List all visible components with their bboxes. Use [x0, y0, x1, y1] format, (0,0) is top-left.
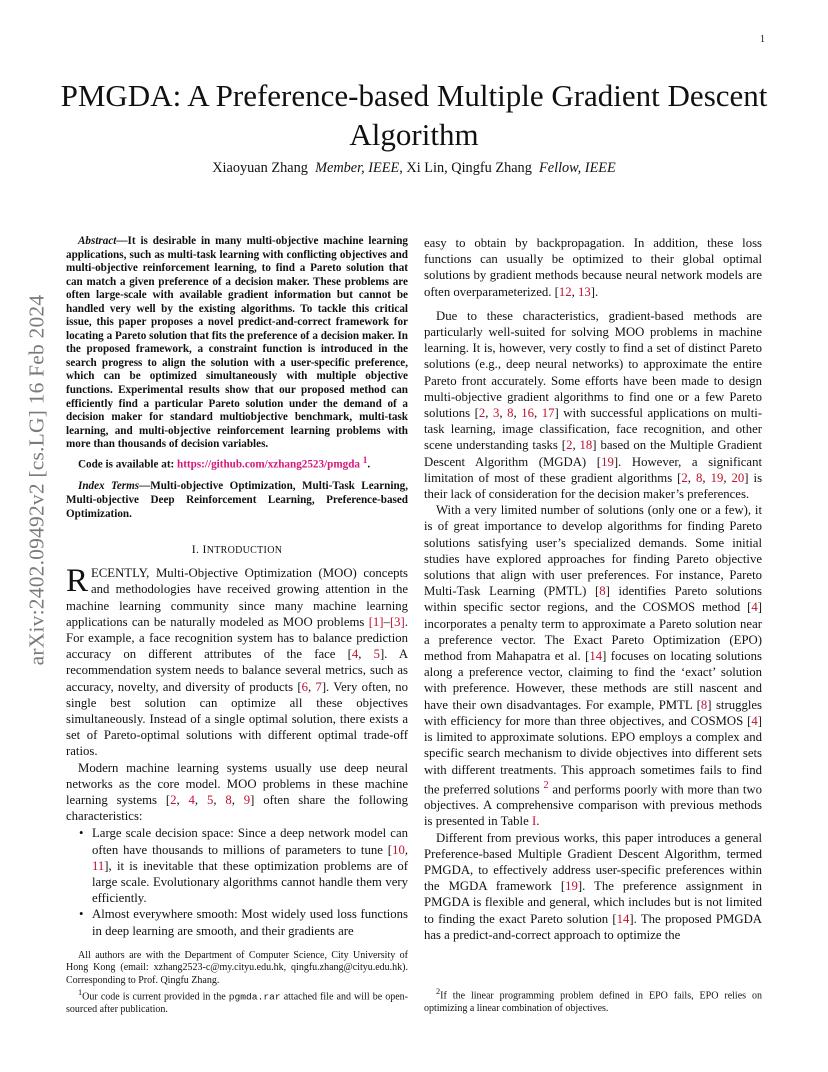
- continued-paragraph: [424, 235, 762, 300]
- text-run: ]. A recommendation system needs to balance several metrics, such as accuracy, novelty, and diversity of products [: [66, 647, 409, 694]
- citation-link[interactable]: 8: [696, 470, 703, 485]
- section-title-first: I: [202, 542, 207, 557]
- citation-link[interactable]: 8: [700, 697, 708, 712]
- code-label: Code is available at:: [78, 458, 178, 471]
- text-run: ,: [358, 647, 374, 662]
- intro-paragraph-1: [66, 565, 408, 759]
- page-number: 1: [760, 34, 765, 45]
- index-terms-lead: Index Terms: [78, 480, 140, 493]
- characteristics-list: [66, 825, 408, 938]
- text-run: Modern machine learning systems usually use deep neural networks as the core model. MOO problems in these machine learning systems [: [66, 760, 408, 807]
- footnote-mark: 2: [436, 987, 441, 996]
- citation-link[interactable]: 8: [599, 584, 606, 599]
- paper-title: PMGDA: A Preference-based Multiple Gradient Descent Algorithm: [60, 78, 768, 152]
- text-run: ]. The preference assignment in PMGDA is flexible and general, which includes but is not limited to finding the exact Pareto solution [: [424, 879, 762, 926]
- text-run: ] is limited to approximate solutions. EPO employs a complex and specific search mechanism to divide objectives into different sets with different treatments. This approach sometimes fails to find the preferred solutions: [424, 713, 762, 796]
- text-run: With a very limited number of solutions (only one or a few), it is of great importance to develop algorithms for finding Pareto solutions satisfying user’s specialized demands. Some initial studies have explored approaches for finding Pareto objective solutions that align with user preferences. For instance, Pareto Multi-Task Learning (PMTL) [: [424, 503, 762, 599]
- footnote-affiliation: All authors are with the Department of Computer Science, City University of Hong Kong (email: xzhang2523-c@my.cityu.edu.hk, qingfu.zhang@cityu.edu.hk). Corresponding to Prof. Qingfu Zhang.: [66, 950, 408, 986]
- intro-paragraph-2: [66, 760, 408, 825]
- text-run: ,: [687, 470, 696, 485]
- citation-link[interactable]: 19: [710, 470, 724, 485]
- section-numeral: I.: [191, 542, 203, 557]
- citation-link[interactable]: 6: [301, 679, 308, 694]
- citation-link[interactable]: [1]: [368, 614, 384, 629]
- section-title-rest: NTRODUCTION: [206, 545, 283, 557]
- table-reference-link[interactable]: I: [531, 814, 537, 829]
- intro-paragraph-4: [424, 502, 762, 829]
- text-run: Almost everywhere smooth: Most widely used loss functions in deep learning are smooth, and their gradients are: [92, 907, 408, 938]
- footnote-mark: 1: [78, 988, 83, 998]
- list-item: [66, 906, 408, 938]
- intro-paragraph-5: [424, 830, 762, 943]
- intro-paragraph-3: [424, 308, 762, 502]
- footnote-1: [66, 987, 408, 1016]
- citation-link[interactable]: 11: [92, 858, 105, 873]
- text-run: ,: [176, 792, 189, 807]
- footnote-2: [424, 986, 762, 1015]
- text-run: Due to these characteristics, gradient-based methods are particularly well-suited for solving MOO problems in machine learning. It is, however, very costly to find a set of distinct Pareto solutions (e.g., deep neural networks) to approximate the entire Pareto front accurately. Some efforts have been made to design multi-objective gradient algorithms to find one or a few Pareto solutions [: [424, 308, 762, 421]
- citation-link[interactable]: 20: [731, 470, 745, 485]
- author-others: , Xi Lin, Qingfu Zhang: [399, 160, 532, 176]
- text-run: Our code is current provided in the: [82, 991, 229, 1003]
- text-run: ] incorporates a penalty term to approximate a Pareto solution near a preference vector. The Exact Pareto Optimization (EPO) method from Mahapatra et al. [: [424, 600, 762, 664]
- text-run: ,: [499, 406, 508, 421]
- text-run: ECENTLY, Multi-Objective Optimization (MOO) concepts and methodologies have received growing attention in the machine learning community since many machine learning applications can be naturally modeled as MOO problems: [66, 566, 408, 629]
- text-run: ] based on the Multiple Gradient Descent Algorithm (MGDA) [: [424, 438, 763, 469]
- citation-link[interactable]: 2: [170, 792, 177, 807]
- citation-link[interactable]: 14: [589, 649, 603, 664]
- drop-cap: R: [66, 563, 89, 600]
- text-run: –: [383, 614, 390, 629]
- citation-link[interactable]: 3: [492, 406, 500, 421]
- footnotes-right: [424, 986, 762, 1015]
- index-terms: [66, 480, 408, 521]
- citation-link[interactable]: 7: [315, 679, 322, 694]
- text-run: ]. However, a significant limitation of most of these gradient algorithms [: [424, 454, 762, 485]
- citation-link[interactable]: 10: [392, 842, 405, 857]
- text-run: ,: [307, 679, 316, 694]
- abstract-text: —It is desirable in many multi-objective machine learning applications, such as multi-task learning with conflicting objectives and multi-objective reinforcement learning, to find a Pareto solution that can match a given preference of a decision maker. These problems are often large-scale with available gradient information but cannot be handled very well by the existing algorithms. To tackle this critical issue, this paper proposes a novel predict-and-correct framework for locating a Pareto solution that fits the preference of a decision maker. In the proposed framework, a constraint function is introduced in the search progress to align the solution with a user-specific preference, which can be optimized simultaneously with multiple objective functions. Experimental results show that our proposed method can efficiently find a particular Pareto solution under the demand of a decision maker for standard multiobjective benchmark, multi-task learning, and multi-objective reinforcement learning problems with more than thousands of decision variables.: [66, 235, 408, 451]
- text-run: .: [536, 814, 540, 829]
- text-run: ] is their lack of consideration for the decision maker’s preferences.: [424, 470, 763, 502]
- footnote-mark-1[interactable]: 1: [362, 455, 368, 466]
- author-line: [60, 160, 768, 177]
- text-run: Large scale decision space: Since a deep network model can often have thousands to millions of parameters to tune [: [92, 826, 408, 857]
- author-1-role: Member, IEEE: [315, 160, 400, 176]
- footnotes-left: [66, 950, 408, 1016]
- text-run: ,: [513, 406, 522, 421]
- text-run: ] struggles with efficiency for more than three objectives, and COSMOS [: [424, 697, 762, 728]
- text-run: ,: [572, 438, 580, 453]
- text-run: ,: [231, 792, 244, 807]
- citation-link[interactable]: 9: [243, 792, 251, 807]
- text-run: ,: [571, 284, 578, 299]
- author-3-role: Fellow, IEEE: [539, 160, 616, 176]
- text-run: ,: [485, 406, 493, 421]
- footnote-mark-2[interactable]: 2: [543, 779, 549, 791]
- code-file-name: pgmda.rar: [228, 991, 281, 1003]
- text-run: ,: [404, 842, 408, 857]
- citation-link[interactable]: 16: [521, 406, 534, 421]
- citation-link[interactable]: 19: [565, 879, 578, 894]
- citation-link[interactable]: 17: [541, 406, 555, 421]
- text-run: attached file and will be open-sourced after publication.: [66, 991, 408, 1015]
- citation-link[interactable]: 18: [579, 438, 593, 453]
- text-run: and performs poorly with more than two objectives. A comprehensive comparison with previous methods is presented in Table: [424, 781, 762, 829]
- text-run: ] identifies Pareto solutions within specific sector regions, and the COSMOS method [: [424, 584, 762, 615]
- list-item: [66, 825, 408, 906]
- arxiv-stamp: arXiv:2402.09492v2 [cs.LG] 16 Feb 2024: [24, 294, 49, 666]
- citation-link[interactable]: 4: [188, 792, 195, 807]
- citation-link[interactable]: [3]: [389, 614, 405, 629]
- left-column: [66, 235, 408, 939]
- citation-link[interactable]: 14: [616, 911, 630, 926]
- abstract-lead: Abstract: [78, 235, 117, 247]
- citation-link[interactable]: 19: [601, 454, 614, 469]
- citation-link[interactable]: 4: [351, 647, 359, 662]
- citation-link[interactable]: 2: [681, 470, 688, 485]
- text-run: ]. Very often, no single best solution can optimize all these objectives simultaneously. Instead of a single optimal solution, there exists a set of Pareto-optimal solutions with different optimal trade-off ratios.: [66, 679, 408, 759]
- text-run: Different from previous works, this paper introduces a general Preference-based Multiple Gradient Descent Algorithm, termed PMGDA, to effectively address user-specific preferences within the MGDA framework [: [424, 830, 762, 894]
- citation-link[interactable]: 5: [206, 792, 214, 807]
- citation-link[interactable]: 4: [751, 713, 758, 728]
- citation-link[interactable]: 12: [558, 284, 572, 299]
- citation-link[interactable]: 13: [577, 284, 591, 299]
- citation-link[interactable]: 4: [751, 600, 758, 615]
- citation-link[interactable]: 8: [225, 792, 232, 807]
- code-link[interactable]: https://github.com/xzhang2523/pmgda: [177, 458, 360, 471]
- text-run: ] focuses on locating solutions along a preference vector, claiming to find the ‘exact’ solution with preference. However, these methods are still nascent and have their own disadvantages. For example, PMTL [: [424, 649, 762, 712]
- text-run: ]. The proposed PMGDA has a predict-and-correct approach to optimize the: [424, 911, 762, 942]
- text-run: easy to obtain by backpropagation. In addition, these loss functions can usually be optimized to their global optimal solutions by gradient methods because neural network models are often overparameterized. [: [424, 236, 762, 299]
- text-run: ], it is inevitable that these optimization problems are of large scale. Evolutionary algorithms cannot handle them very efficiently.: [92, 858, 408, 906]
- text-run: ,: [533, 406, 542, 421]
- text-run: ] often share the following characteristics:: [66, 792, 409, 824]
- text-run: . For example, a face recognition system has to balance prediction accuracy on different attributes of the face [: [66, 614, 408, 662]
- section-heading-introduction: [66, 542, 408, 557]
- text-run: ,: [194, 792, 207, 807]
- citation-link[interactable]: 2: [478, 406, 486, 421]
- citation-link[interactable]: 5: [373, 647, 380, 662]
- index-terms-text: —Multi-objective Optimization, Multi-Task Learning, Multi-objective Deep Reinforcement Learning, Preference-based Optimization.: [66, 480, 408, 520]
- text-run: ,: [723, 470, 732, 485]
- text-run: ].: [590, 284, 599, 299]
- citation-link[interactable]: 8: [507, 406, 514, 421]
- text-run: ] with successful applications on multi-task learning, image classification, face recognition, and other scene understanding tasks [: [424, 406, 763, 453]
- code-end: .: [367, 458, 371, 471]
- abstract: [66, 235, 408, 452]
- text-run: ,: [702, 470, 711, 485]
- citation-link[interactable]: 2: [566, 438, 573, 453]
- right-column: [424, 235, 762, 943]
- author-1: Xiaoyuan Zhang: [212, 160, 308, 176]
- code-availability: [66, 454, 408, 472]
- text-run: If the linear programming problem defined in EPO fails, EPO relies on optimizing a linear combination of objectives.: [424, 990, 762, 1014]
- text-run: ,: [213, 792, 226, 807]
